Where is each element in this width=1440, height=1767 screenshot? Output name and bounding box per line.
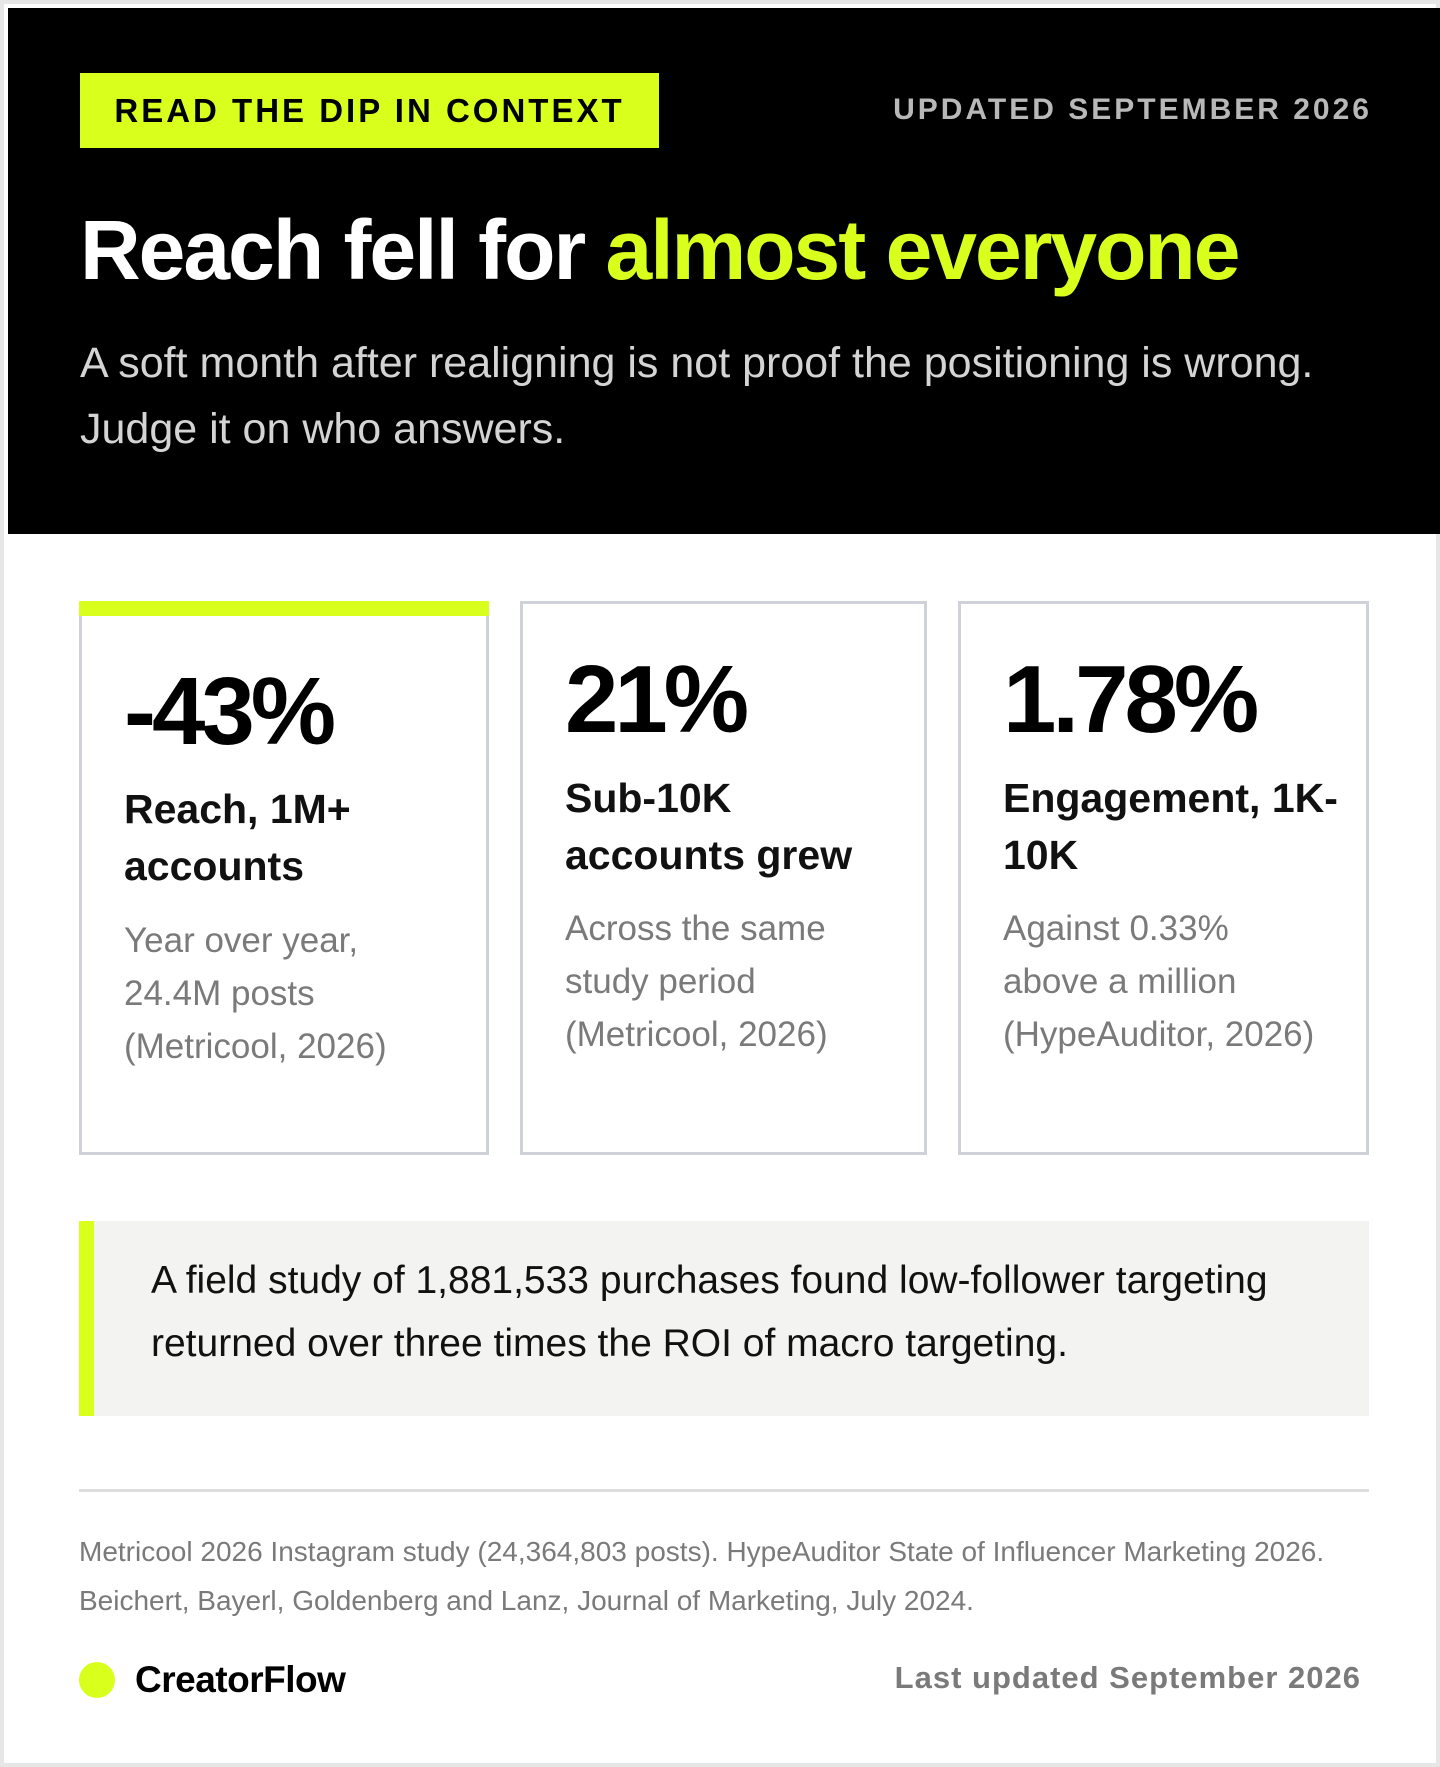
brand-name: CreatorFlow (135, 1659, 346, 1700)
stat-value: -43% (124, 658, 333, 765)
stat-note: Against 0.33% above a million (HypeAuditor, 2026) (1003, 909, 1315, 1054)
stat-title: Sub-10K accounts grew (565, 775, 853, 878)
card-accent-bar (79, 601, 489, 616)
footer-divider (79, 1489, 1369, 1492)
callout-text: A field study of 1,881,533 purchases found low-follower targeting returned over three times the ROI of macro targeting. (151, 1259, 1268, 1365)
callout-box (79, 1221, 1369, 1416)
headline-accent: almost everyone (605, 203, 1239, 297)
headline-plain: Reach fell for (80, 203, 585, 297)
subhead: A soft month after realigning is not proof the positioning is wrong. Judge it on who answers. (80, 339, 1314, 453)
headline (80, 200, 1238, 300)
stat-value: 1.78% (1003, 646, 1256, 753)
stat-note: Year over year, 24.4M posts (Metricool, 2026) (124, 921, 387, 1066)
stat-value: 21% (565, 646, 746, 753)
sources-text: Metricool 2026 Instagram study (24,364,803 posts). HypeAuditor State of Influencer Marketing 2026. Beichert, Bayerl, Goldenberg and Lanz, Journal of Marketing, July 2024. (79, 1536, 1325, 1616)
dot-icon (79, 1662, 115, 1698)
stat-card-engagement (958, 601, 1369, 1155)
eyebrow-badge: READ THE DIP IN CONTEXT (80, 73, 659, 148)
stat-card-growth (520, 601, 927, 1155)
header-panel (8, 8, 1440, 534)
last-updated-label: Last updated September 2026 (894, 1660, 1361, 1695)
stat-title: Reach, 1M+ accounts (124, 786, 351, 889)
stat-card-reach (79, 601, 489, 1155)
stat-title: Engagement, 1K-10K (1003, 775, 1338, 878)
stat-note: Across the same study period (Metricool, 2026) (565, 909, 828, 1054)
brand-lockup (79, 1659, 345, 1701)
updated-label: UPDATED SEPTEMBER 2026 (893, 93, 1372, 126)
